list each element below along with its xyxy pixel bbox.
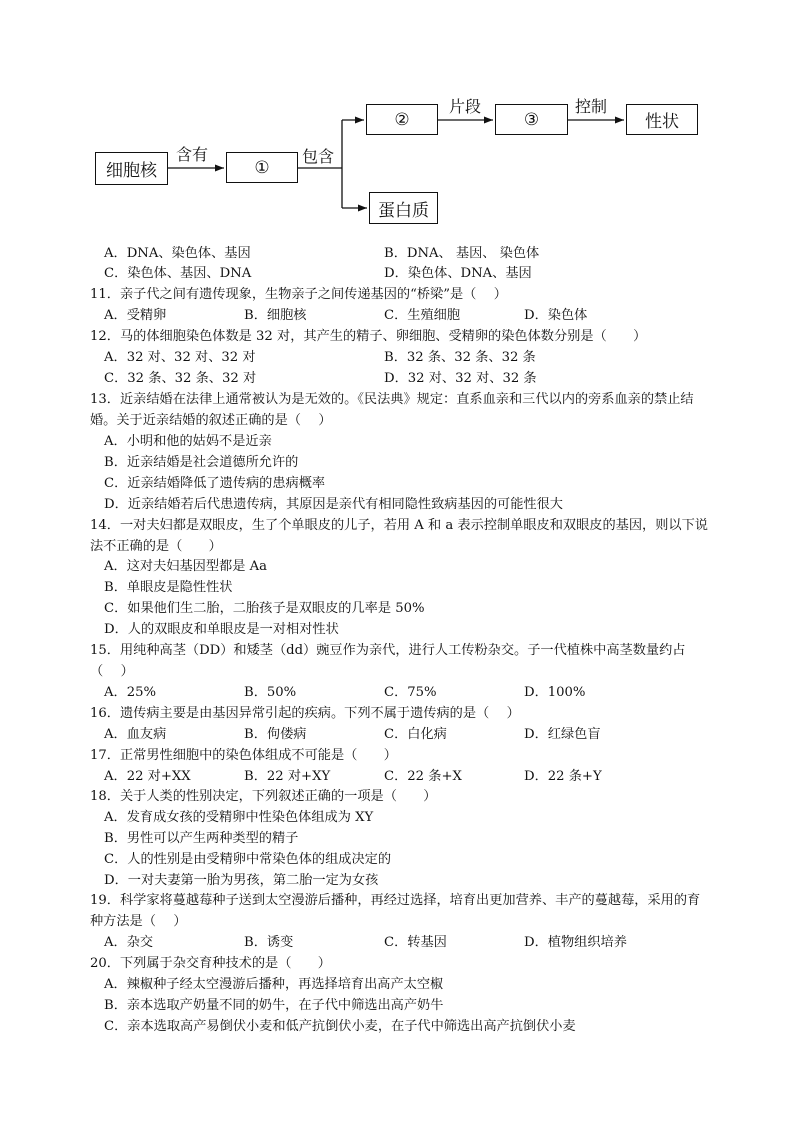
box-blank-2: ② — [366, 104, 438, 135]
q12-option-d: D．32 对、32 对、32 条 — [384, 371, 537, 386]
q20-option-a: A．辣椒种子经太空漫游后播种，再选择培育出高产太空椒 — [104, 977, 444, 992]
q18-option-b: B．男性可以产生两种类型的精子 — [104, 831, 299, 846]
box-blank-3: ③ — [495, 104, 568, 135]
q17-option-b: B．22 对+XY — [244, 769, 331, 784]
q17-option-a: A．22 对+XX — [104, 769, 191, 784]
q16-option-d: D．红绿色盲 — [524, 727, 601, 742]
q16-option-c: C．白化病 — [384, 727, 447, 742]
q16-option-a: A．血友病 — [104, 727, 167, 742]
q20-option-c: C．亲本选取高产易倒伏小麦和低产抗倒伏小麦，在子代中筛选出高产抗倒伏小麦 — [104, 1019, 576, 1034]
heredity-flow-diagram — [0, 0, 794, 240]
q13-option-c: C．近亲结婚降低了遗传病的患病概率 — [104, 476, 326, 491]
box-nucleus: 细胞核 — [95, 152, 168, 185]
q19-option-a: A．杂交 — [104, 935, 154, 950]
q18-option-c: C．人的性别是由受精卵中常染色体的组成决定的 — [104, 852, 392, 867]
q10-option-d: D．染色体、DNA、基因 — [384, 266, 532, 281]
q11-option-b: B．细胞核 — [244, 308, 307, 323]
q20-option-b: B．亲本选取产奶量不同的奶牛，在子代中筛选出高产奶牛 — [104, 998, 444, 1013]
q19-option-d: D．植物组织培养 — [524, 935, 627, 950]
q11-option-a: A．受精卵 — [104, 308, 167, 323]
q16-stem: 16．遗传病主要是由基因异常引起的疾病。下列不属于遗传病的是（ ） — [90, 706, 520, 721]
q15-option-a: A．25% — [104, 685, 157, 700]
box-protein: 蛋白质 — [369, 192, 438, 224]
q12-stem: 12．马的体细胞染色体数是 32 对，其产生的精子、卵细胞、受精卵的染色体数分别是（ ） — [90, 329, 647, 344]
label-segment: 片段 — [449, 97, 482, 116]
q12-option-b: B．32 条、32 条、32 条 — [384, 350, 536, 365]
q18-stem: 18．关于人类的性别决定，下列叙述正确的一项是（ ） — [90, 789, 437, 804]
q11-option-c: C．生殖细胞 — [384, 308, 461, 323]
q14-option-c: C．如果他们生二胎，二胎孩子是双眼皮的几率是 50% — [104, 601, 425, 616]
q19-option-b: B．诱变 — [244, 935, 294, 950]
q11-stem: 11．亲子代之间有遗传现象，生物亲子之间传递基因的“桥梁”是（ ） — [90, 287, 507, 302]
q19-stem-line1: 19．科学家将蔓越莓种子送到太空漫游后播种，再经过选择，培育出更加营养、丰产的蔓越莓，采用的育 — [90, 893, 701, 908]
q20-stem: 20．下列属于杂交育种技术的是（ ） — [90, 956, 331, 971]
q12-option-c: C．32 条、32 条、32 对 — [104, 371, 257, 386]
q16-option-b: B．佝偻病 — [244, 727, 307, 742]
q15-stem-line1: 15．用纯种高茎（DD）和矮茎（dd）豌豆作为亲代，进行人工传粉杂交。子一代植株中高茎数量约占 — [90, 643, 686, 658]
q13-option-b: B．近亲结婚是社会道德所允许的 — [104, 455, 299, 470]
q17-option-d: D．22 条+Y — [524, 769, 602, 784]
q15-stem-line2: （ ） — [90, 664, 134, 679]
box-blank-1: ① — [226, 152, 298, 183]
q13-stem-line2: 婚。关于近亲结婚的叙述正确的是（ ） — [90, 413, 332, 428]
q14-option-a: A．这对夫妇基因型都是 Aa — [104, 559, 267, 574]
q12-option-a: A．32 对、32 对、32 对 — [104, 350, 256, 365]
q17-stem: 17．正常男性细胞中的染色体组成不可能是（ ） — [90, 748, 397, 763]
q17-option-c: C．22 条+X — [384, 769, 462, 784]
label-contains: 含有 — [176, 145, 209, 164]
q11-option-d: D．染色体 — [524, 308, 588, 323]
q13-option-d: D．近亲结婚若后代患遗传病，其原因是亲代有相同隐性致病基因的可能性很大 — [104, 497, 563, 512]
q15-option-b: B．50% — [244, 685, 297, 700]
q10-option-a: A．DNA、染色体、基因 — [104, 246, 251, 261]
q10-option-b: B．DNA、 基因、 染色体 — [384, 246, 540, 261]
q15-option-d: D．100% — [524, 685, 586, 700]
box-trait: 性状 — [626, 104, 698, 135]
q14-option-b: B．单眼皮是隐性性状 — [104, 580, 233, 595]
q14-stem-line1: 14．一对夫妇都是双眼皮，生了个单眼皮的儿子，若用 A 和 a 表示控制单眼皮和双眼皮的基因，则以下说 — [90, 518, 708, 533]
label-includes: 包含 — [302, 147, 335, 166]
q18-option-a: A．发育成女孩的受精卵中性染色体组成为 XY — [104, 810, 374, 825]
q13-stem-line1: 13．近亲结婚在法律上通常被认为是无效的。《民法典》规定：直系血亲和三代以内的旁系血亲的禁止结 — [90, 392, 694, 407]
q13-option-a: A．小明和他的姑妈不是近亲 — [104, 434, 272, 449]
q15-option-c: C．75% — [384, 685, 437, 700]
q14-stem-line2: 法不正确的是（ ） — [90, 539, 222, 554]
q19-stem-line2: 种方法是（ ） — [90, 914, 187, 929]
q18-option-d: D．一对夫妻第一胎为男孩，第二胎一定为女孩 — [104, 873, 379, 888]
q19-option-c: C．转基因 — [384, 935, 447, 950]
q14-option-d: D．人的双眼皮和单眼皮是一对相对性状 — [104, 622, 339, 637]
q10-option-c: C．染色体、基因、DNA — [104, 266, 252, 281]
label-control: 控制 — [575, 97, 608, 116]
